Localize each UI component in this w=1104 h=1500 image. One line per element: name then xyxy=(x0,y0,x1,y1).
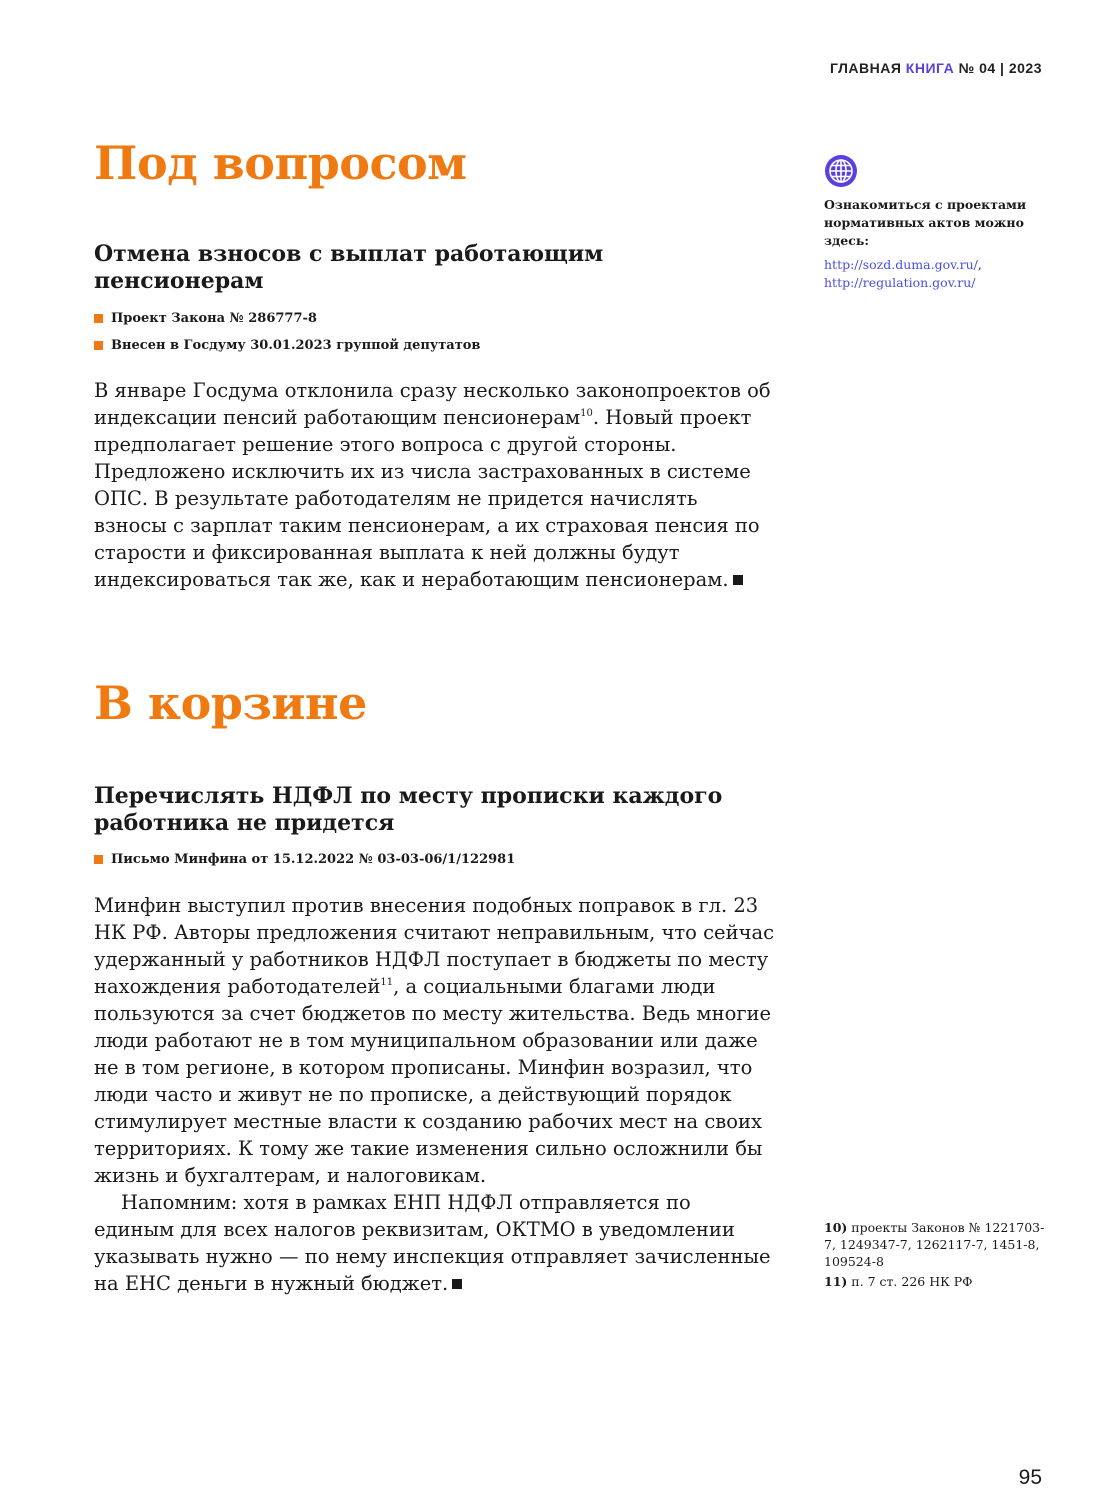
orange-square-bullet-icon xyxy=(94,341,103,350)
article-body-ndfl xyxy=(94,892,774,1297)
footnote-10: 10) проекты Законов № 1221703-7, 1249347-7, 1262117-7, 1451-8, 109524-8 xyxy=(824,1220,1045,1269)
end-of-article-icon xyxy=(733,575,743,585)
article-title-pensioners: Отмена взносов с выплат работающим пенсионерам xyxy=(94,241,604,294)
article-meta-list xyxy=(94,846,515,873)
sidebar-links: http://sozd.duma.gov.ru/, http://regulation.gov.ru/ xyxy=(824,257,982,290)
footnote-11: 11) п. 7 ст. 226 НК РФ xyxy=(824,1274,973,1289)
orange-square-bullet-icon xyxy=(94,855,103,864)
sidebar-text: Ознакомиться с проектами нормативных актов можно здесь: xyxy=(824,197,1027,248)
body-paragraph: Минфин выступил против внесения подобных поправок в гл. 23 НК РФ. Авторы предложения считают неправильным, что сейчас удержанный у работников НДФЛ поступает в бюджеты по месту нахождения работодателей$^{11}$, а социальными благами люди пользуются за счет бюджетов по месту жительства. Ведь многие люди работают не в том муниципальном образовании или даже не в том регионе, в котором прописаны. Минфин возразил, что люди часто и живут не по прописке, а действующий порядок стимулирует местные власти к созданию рабочих мест на своих территориях. К тому же такие изменения сильно осложнили бы жизнь и бухгалтерам, и налоговикам. xyxy=(94,894,775,1187)
globe-icon xyxy=(824,154,858,188)
body-paragraph: В январе Госдума отклонила сразу несколько законопроектов об индексации пенсий работающим пенсионерам$^{10}$. Новый проект предполагает решение этого вопроса с другой стороны. Предложено исключить их из числа застрахованных в системе ОПС. В результате работодателям не придется начислять взносы с зарплат таким пенсионерам, а их страховая пенсия по старости и фиксированная выплата к ней должны будут индексироваться так же, как и неработающим пенсионерам. xyxy=(94,379,771,591)
section-title-in-bin: В корзине xyxy=(94,676,367,730)
meta-item: Письмо Минфина от 15.12.2022 № 03-03-06/1/122981 xyxy=(94,846,515,873)
meta-item: Проект Закона № 286777-8 xyxy=(94,305,480,332)
article-body-pensioners xyxy=(94,377,774,593)
footnote-ref-10[interactable]: 10 xyxy=(580,408,593,419)
footnotes xyxy=(824,1219,1054,1293)
header-issue: № 04 | 2023 xyxy=(958,60,1042,76)
header-brand-main: ГЛАВНАЯ xyxy=(829,60,902,76)
link-sozd-duma[interactable]: http://sozd.duma.gov.ru/ xyxy=(824,257,978,272)
section-title-under-question: Под вопросом xyxy=(94,136,467,190)
footnote-ref-11[interactable]: 11 xyxy=(380,977,394,988)
header-brand-accent: КНИГА xyxy=(905,60,955,76)
page-number: 95 xyxy=(1018,1466,1042,1489)
magazine-header xyxy=(830,60,1042,76)
article-meta-list xyxy=(94,305,480,359)
orange-square-bullet-icon xyxy=(94,314,103,323)
article-title-ndfl: Перечислять НДФЛ по месту прописки каждого работника не придется xyxy=(94,783,723,836)
meta-item: Внесен в Госдуму 30.01.2023 группой депутатов xyxy=(94,332,480,359)
link-regulation[interactable]: http://regulation.gov.ru/ xyxy=(824,275,976,290)
end-of-article-icon xyxy=(452,1279,462,1289)
sidebar-resources xyxy=(824,154,1044,292)
body-paragraph: Напомним: хотя в рамках ЕНП НДФЛ отправляется по единым для всех налогов реквизитам, ОКТМО в уведомлении указывать нужно — по нему инспекция отправляет зачисленные на ЕНС деньги в нужный бюджет. xyxy=(94,1191,771,1295)
